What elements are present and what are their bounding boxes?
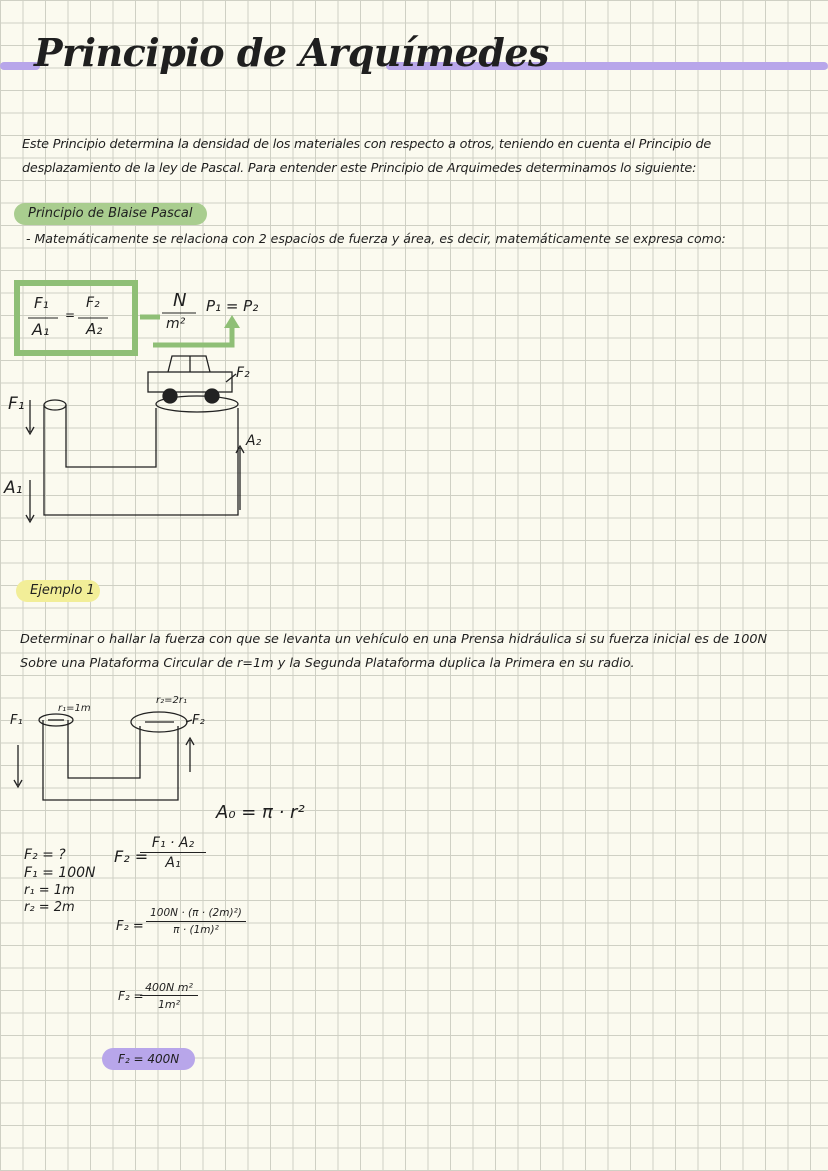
- example-r1-label: r₁=1m: [58, 703, 91, 714]
- diagram-f1-label: F₁: [8, 394, 25, 414]
- page-title: Principio de Arquímedes: [34, 30, 549, 75]
- step1-numerator: F₁ · A₂: [140, 836, 206, 853]
- diagram-f2-label: F₂: [236, 365, 250, 381]
- section-tag-pascal: Principio de Blaise Pascal: [14, 203, 207, 225]
- step3-numerator: 400N m²: [140, 982, 198, 996]
- step2-numerator: 100N · (π · (2m)²): [146, 908, 246, 922]
- final-result: F₂ = 400N: [102, 1048, 195, 1070]
- givens-list: [24, 848, 96, 914]
- area-formula: A₀ = π · r²: [216, 802, 305, 823]
- formula-newton: N: [173, 290, 187, 311]
- step1-denominator: A₁: [165, 855, 181, 871]
- formula-a2: A₂: [86, 320, 103, 338]
- given-f2: F₂ = ?: [24, 847, 66, 863]
- diagram-a2-label: A₂: [246, 433, 262, 449]
- formula-m2: m²: [166, 316, 186, 332]
- given-r2: r₂ = 2m: [24, 900, 75, 915]
- example-f1-label: F₁: [10, 713, 23, 728]
- given-f1: F₁ = 100N: [24, 865, 96, 881]
- formula-a1: A₁: [32, 320, 50, 339]
- example-problem: Determinar o hallar la fuerza con que se levanta un vehículo en una Prensa hidráulica si su fuerza inicial es de 100N Sobre una Plataforma Circular de r=1m y la Segunda Plataforma duplica la Primera en su radio.: [20, 632, 768, 671]
- step3-lhs: F₂ =: [118, 989, 144, 1003]
- step2-lhs: F₂ =: [116, 919, 144, 934]
- formula-eq: =: [65, 308, 76, 322]
- step3-fraction: [140, 982, 198, 1010]
- formula-f2: F₂: [86, 295, 100, 311]
- formula-f1: F₁: [34, 294, 49, 312]
- diagram-a1-label: A₁: [4, 478, 23, 498]
- step1-lhs: F₂ =: [114, 847, 149, 866]
- intro-paragraph: Este Principio determina la densidad de los materiales con respecto a otros, teniendo en cuenta el Principio de desplazamiento de la ley de Pascal. Para entender este Principio de Arquimedes determinamos lo siguiente:: [22, 137, 712, 176]
- pascal-description: - Matemáticamente se relaciona con 2 espacios de fuerza y área, es decir, matemáticamente se expresa como:: [26, 231, 726, 246]
- section-tag-example: Ejemplo 1: [16, 580, 100, 602]
- formula-pressure-equality: P₁ = P₂: [206, 297, 259, 315]
- step2-denominator: π · (1m)²: [173, 923, 219, 936]
- step1-fraction: [140, 836, 206, 870]
- step2-fraction: [146, 908, 246, 935]
- example-f2-label: F₂: [192, 713, 205, 728]
- example-r2-label: r₂=2r₁: [156, 695, 187, 706]
- step3-denominator: 1m²: [157, 998, 181, 1011]
- given-r1: r₁ = 1m: [24, 883, 75, 898]
